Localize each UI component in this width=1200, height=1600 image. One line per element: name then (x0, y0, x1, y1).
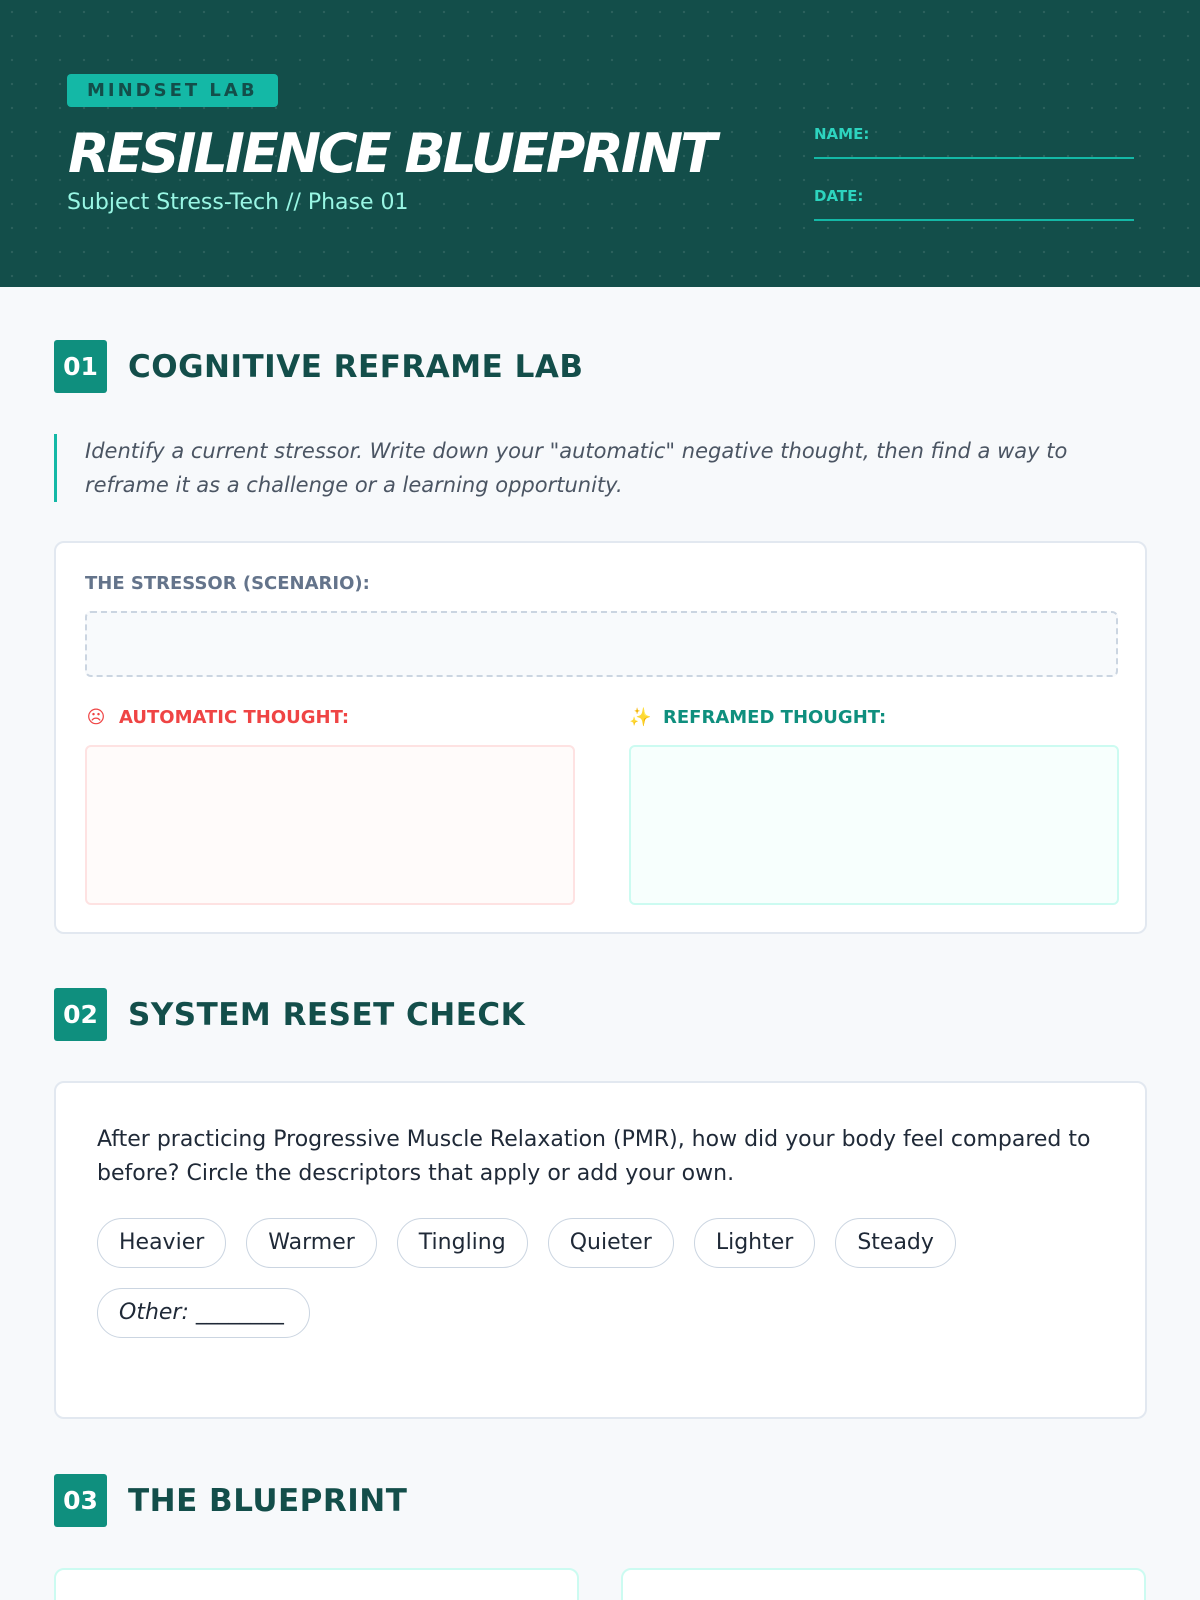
descriptor-chip[interactable]: Heavier (97, 1218, 226, 1268)
blueprint-card-right (621, 1568, 1146, 1600)
descriptor-chip[interactable]: Tingling (397, 1218, 528, 1268)
section-1-instructions: Identify a current stressor. Write down your "automatic" negative thought, then find a way to reframe it as a challenge or a learning opportunity. (54, 434, 1134, 502)
section-title: THE BLUEPRINT (128, 1482, 408, 1519)
section-title: SYSTEM RESET CHECK (128, 996, 526, 1033)
section-3-heading (54, 1474, 407, 1527)
automatic-thought-label (85, 707, 349, 728)
stressor-input[interactable] (85, 611, 1118, 677)
descriptor-chip[interactable]: Steady (835, 1218, 956, 1268)
section-2-heading (54, 988, 525, 1041)
reframed-thought-input[interactable] (629, 745, 1119, 905)
sparkle-icon: ✨ (629, 707, 652, 728)
blueprint-card-left (54, 1568, 579, 1600)
name-label: NAME: (814, 125, 870, 143)
mindset-lab-badge: MINDSET LAB (67, 74, 278, 107)
descriptor-chip[interactable]: Quieter (548, 1218, 674, 1268)
section-number: 02 (54, 988, 107, 1041)
name-field[interactable] (814, 124, 1134, 159)
frown-icon: ☹ (86, 707, 106, 728)
reframed-thought-text: REFRAMED THOUGHT: (663, 707, 887, 728)
stressor-label: THE STRESSOR (SCENARIO): (85, 573, 370, 594)
date-field[interactable] (814, 186, 1134, 221)
pmr-prompt: After practicing Progressive Muscle Relaxation (PMR), how did your body feel compared to before? Circle the descriptors that apply or add your own. (97, 1127, 1091, 1186)
descriptor-chips (97, 1218, 1107, 1358)
automatic-thought-input[interactable] (85, 745, 575, 905)
automatic-thought-text: AUTOMATIC THOUGHT: (119, 707, 350, 728)
date-label: DATE: (814, 187, 864, 205)
system-reset-card (54, 1081, 1147, 1419)
page-header (0, 0, 1200, 287)
section-1-heading (54, 340, 583, 393)
page-subtitle: Subject Stress-Tech // Phase 01 (67, 190, 409, 215)
descriptor-chip[interactable]: Warmer (246, 1218, 377, 1268)
section-title: COGNITIVE REFRAME LAB (128, 348, 584, 385)
reframed-thought-label (629, 707, 886, 728)
reframe-card (54, 541, 1147, 934)
section-number: 01 (54, 340, 107, 393)
descriptor-chip[interactable]: Lighter (694, 1218, 815, 1268)
section-number: 03 (54, 1474, 107, 1527)
page-title: RESILIENCE BLUEPRINT (68, 122, 714, 185)
other-descriptor-chip[interactable]: Other: ________ (97, 1288, 310, 1338)
